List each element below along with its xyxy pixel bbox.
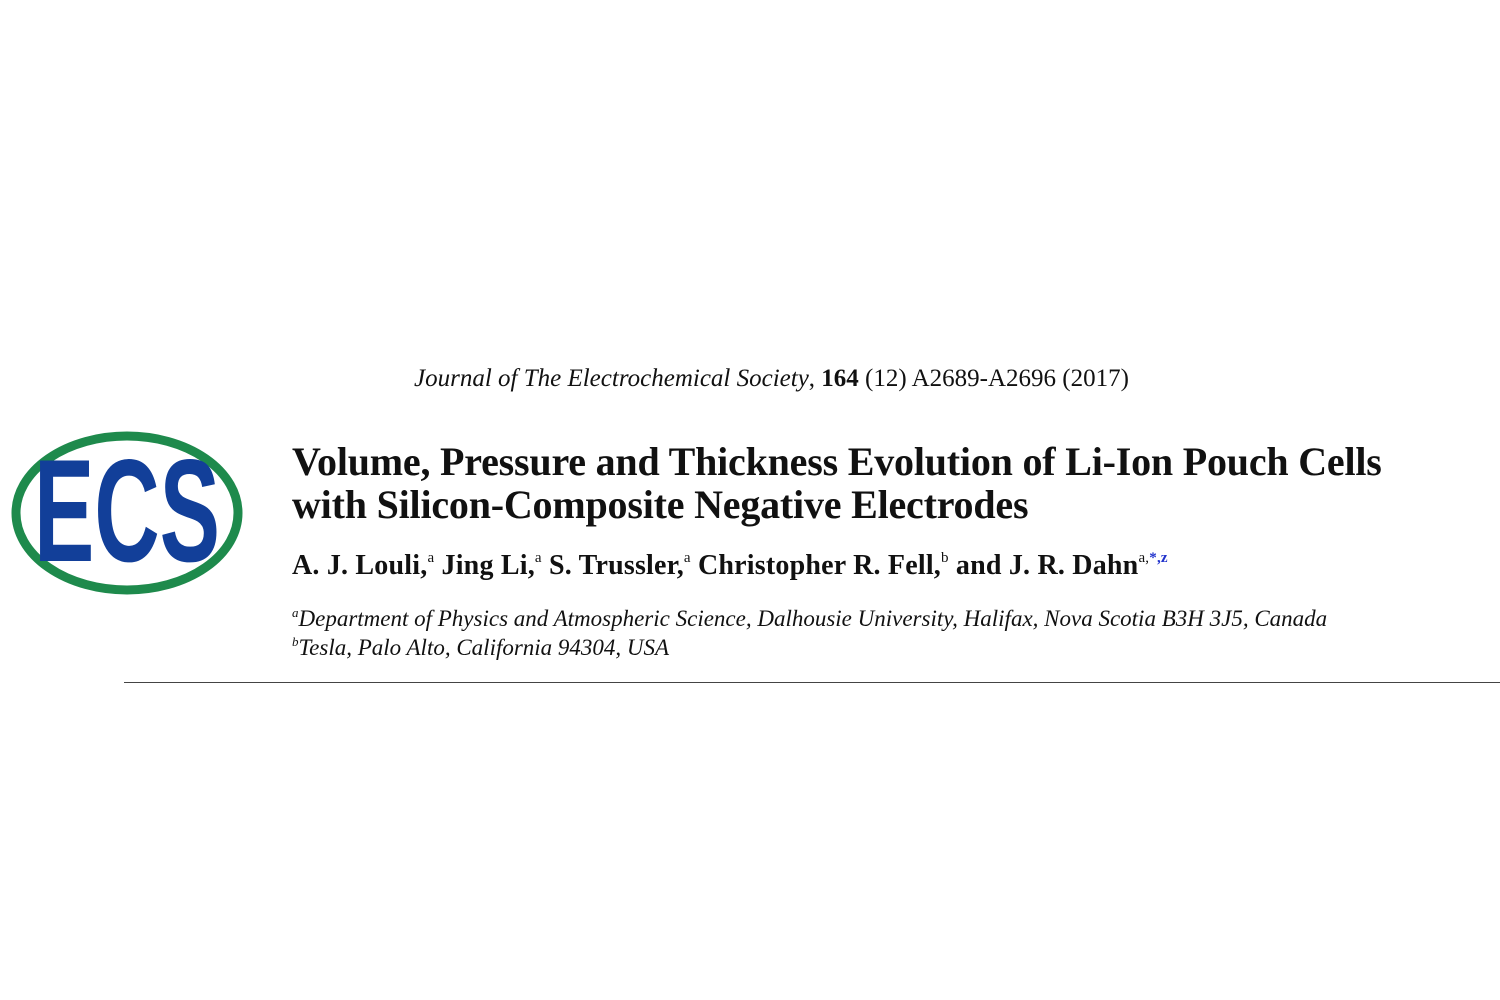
affiliations xyxy=(292,604,1327,662)
journal-citation xyxy=(414,362,1129,396)
affiliation-item: $^a$Department of Physics and Atmospheric Science, Dalhousie University, Halifax, Nova Scotia B3H 3J5, Canada xyxy=(292,605,1328,631)
citation-issue-pages-year: (12) A2689-A2696 (2017) xyxy=(858,365,1129,392)
ecs-logo-icon xyxy=(10,430,246,596)
journal-volume: 164 xyxy=(821,365,859,392)
affiliation-item: $^b$Tesla, Palo Alto, California 94304, USA xyxy=(292,634,670,660)
title-line-2: with Silicon-Composite Negative Electrodes xyxy=(292,482,1029,527)
email-note-link[interactable]: z xyxy=(1160,550,1168,566)
author-marks: a,*,z xyxy=(1138,550,1168,566)
author-list xyxy=(292,548,1168,584)
author: Christopher R. Fell,$^b$ xyxy=(697,550,949,581)
title-line-1: Volume, Pressure and Thickness Evolution of Li-Ion Pouch Cells xyxy=(292,439,1382,484)
citation-separator: , xyxy=(808,365,822,392)
header-divider xyxy=(124,682,1500,683)
author: S. Trussler,$^a$ xyxy=(548,550,691,581)
paper-title xyxy=(292,440,1497,526)
author: A. J. Louli,$^a$ xyxy=(292,550,435,581)
author: Jing Li,$^a$ xyxy=(441,550,542,581)
ecs-logo xyxy=(10,430,246,596)
journal-name: Journal of The Electrochemical Society xyxy=(414,365,809,392)
author: and J. R. Dahn$^{a,*,z}$ xyxy=(955,550,1168,581)
corresponding-star-link[interactable]: * xyxy=(1149,550,1157,566)
logo-lettering: ECS xyxy=(34,430,220,592)
